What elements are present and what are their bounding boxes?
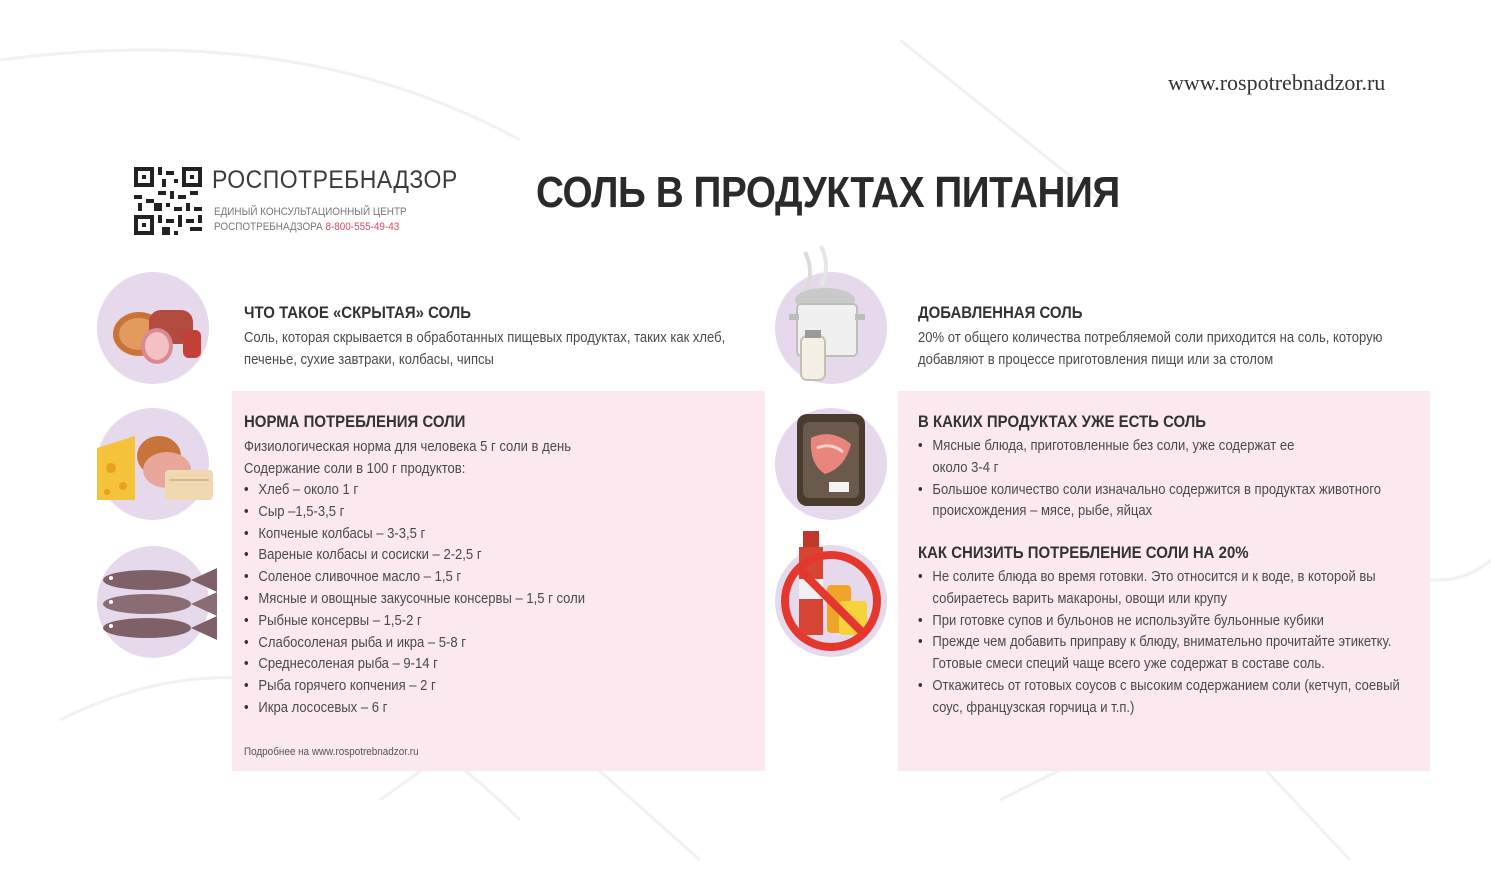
- org-subtitle: [214, 205, 407, 235]
- already-salt-section: [918, 412, 1423, 523]
- page-title: СОЛЬ В ПРОДУКТАХ ПИТАНИЯ: [536, 168, 1120, 217]
- list-item: • Среднесоленая рыба – 9-14 г: [244, 654, 703, 676]
- list-item: • Копченые колбасы – 3-3,5 г: [244, 524, 703, 546]
- reduce-section: [918, 543, 1428, 720]
- org-sub-line1: ЕДИНЫЙ КОНСУЛЬТАЦИОННЫЙ ЦЕНТР: [214, 206, 407, 218]
- fish-circle: [97, 546, 209, 658]
- list-item: • Икра лососевых – 6 г: [244, 698, 703, 720]
- more-info-link[interactable]: Подробнее на www.rospotrebnadzor.ru: [244, 746, 419, 758]
- hidden-salt-section: [244, 303, 764, 371]
- list-item: • Соленое сливочное масло – 1,5 г: [244, 567, 703, 589]
- site-url[interactable]: www.rospotrebnadzor.ru: [1168, 70, 1386, 95]
- list-item: • Хлеб – около 1 г: [244, 480, 703, 502]
- norm-section: [244, 412, 754, 720]
- cheese-icon: [97, 408, 209, 520]
- norm-title: НОРМА ПОТРЕБЛЕНИЯ СОЛИ: [244, 412, 466, 431]
- reduce-title: КАК СНИЗИТЬ ПОТРЕБЛЕНИЕ СОЛИ НА 20%: [918, 543, 1249, 562]
- list-item: • Вареные колбасы и сосиски – 2-2,5 г: [244, 545, 703, 567]
- no-sauce-circle: [775, 545, 887, 657]
- org-sub-line2: РОСПОТРЕБНАДЗОРА: [214, 221, 323, 233]
- fish-icon: [97, 546, 209, 658]
- added-salt-section: [918, 303, 1428, 371]
- added-salt-text: 20% от общего количества потребляемой соли приходится на соль, которую добавляют в процессе приготовления пищи или за столом: [918, 330, 1383, 368]
- meat-circle: [775, 408, 887, 520]
- list-item: • Прежде чем добавить приправу к блюду, внимательно прочитайте этикетку. Готовые смеси специй чаще всего уже содержат в составе соль.: [918, 632, 1418, 676]
- pot-circle: [775, 272, 887, 384]
- sausage-icon: [97, 272, 209, 384]
- list-item: • Рыба горячего копчения – 2 г: [244, 676, 703, 698]
- sausage-circle: [97, 272, 209, 384]
- list-item: • Мясные и овощные закусочные консервы – 1,5 г соли: [244, 589, 703, 611]
- list-item: • Большое количество соли изначально содержится в продуктах животного происхождения – мясе, рыбе, яйцах: [918, 480, 1382, 524]
- org-phone[interactable]: 8-800-555-49-43: [325, 221, 400, 233]
- org-name: РОСПОТРЕБНАДЗОР: [212, 166, 458, 194]
- cooking-pot-icon: [775, 272, 887, 384]
- list-item: • Сыр –1,5-3,5 г: [244, 502, 703, 524]
- added-salt-title: ДОБАВЛЕННАЯ СОЛЬ: [918, 303, 1083, 322]
- list-item: • Слабосоленая рыба и икра – 5-8 г: [244, 633, 703, 655]
- list-item: • Откажитесь от готовых соусов с высоким содержанием соли (кетчуп, соевый соус, французская горчица и т.п.): [918, 676, 1418, 720]
- list-item: • Мясные блюда, приготовленные без соли, уже содержат ее около 3-4 г: [918, 436, 1328, 480]
- meat-package-icon: [775, 408, 887, 520]
- list-item: • Не солите блюда во время готовки. Это относится и к воде, в которой вы собираетесь варить макароны, овощи или крупу: [918, 567, 1418, 611]
- cheese-circle: [97, 408, 209, 520]
- list-item: • При готовке супов и бульонов не используйте бульонные кубики: [918, 611, 1418, 633]
- hidden-salt-title: ЧТО ТАКОЕ «СКРЫТАЯ» СОЛЬ: [244, 303, 472, 322]
- list-item: • Рыбные консервы – 1,5-2 г: [244, 611, 703, 633]
- norm-line1: Физиологическая норма для человека 5 г соли в день: [244, 439, 572, 455]
- no-sauces-icon: [775, 545, 887, 657]
- qr-code-icon: [134, 167, 202, 235]
- hidden-salt-text: Соль, которая скрывается в обработанных пищевых продуктах, таких как хлеб, печенье, сухие завтраки, колбасы, чипсы: [244, 330, 726, 368]
- already-salt-title: В КАКИХ ПРОДУКТАХ УЖЕ ЕСТЬ СОЛЬ: [918, 412, 1207, 431]
- norm-line2: Содержание соли в 100 г продуктов:: [244, 461, 466, 477]
